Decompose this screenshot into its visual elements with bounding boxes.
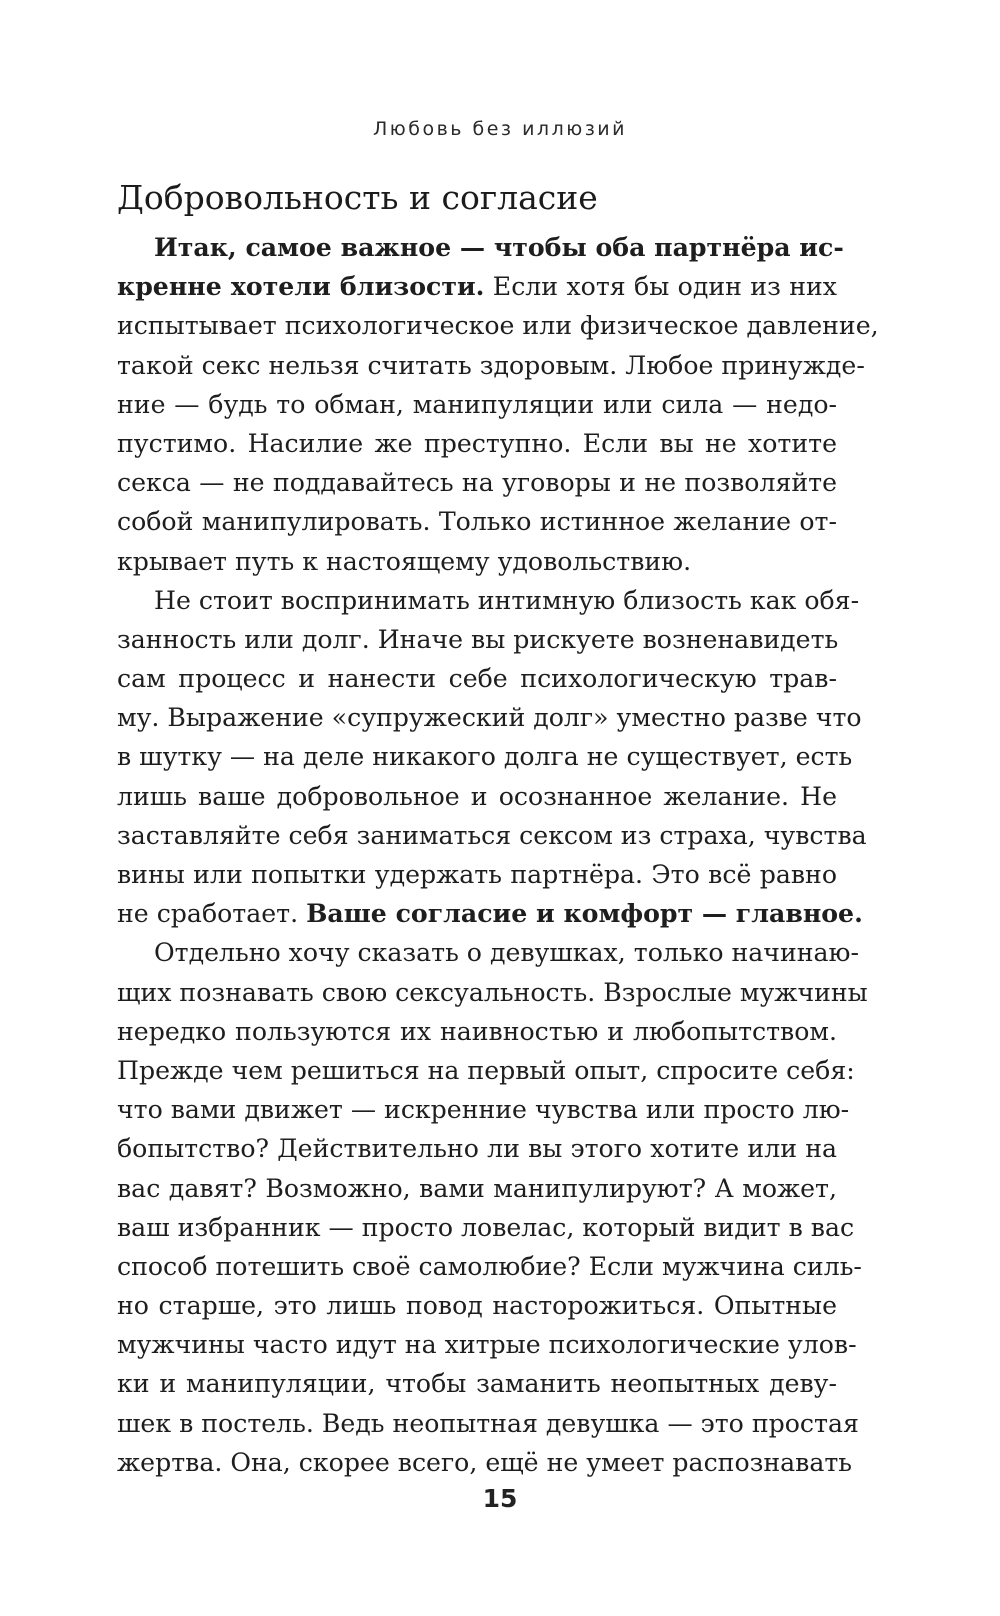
text-segment: щих познавать свою сексуальность. Взрослые мужчины: [117, 977, 868, 1007]
text-segment: испытывает психологическое или физическое давление,: [117, 311, 879, 341]
text-segment: Отдельно хочу сказать о девушках, только начинаю-: [154, 938, 859, 968]
text-segment: Прежде чем решиться на первый опыт, спросите себя:: [117, 1055, 855, 1085]
text-segment: крывает путь к настоящему удовольствию.: [117, 546, 692, 576]
text-line: [117, 894, 863, 933]
text-segment: шек в постель. Ведь неопытная девушка — это простая: [117, 1408, 859, 1438]
text-segment: нередко пользуются их наивностью и любопытством.: [117, 1016, 837, 1046]
text-segment: заставляйте себя заниматься сексом из страха, чувства: [117, 820, 867, 850]
text-segment: но старше, это лишь повод насторожиться. Опытные: [117, 1291, 837, 1321]
text-line: [117, 542, 837, 581]
text-line: [117, 1208, 855, 1247]
text-line: [117, 1051, 855, 1090]
text-segment: Не стоит воспринимать интимную близость как обя-: [154, 585, 860, 615]
text-line: [117, 1012, 837, 1051]
text-line: [117, 502, 837, 541]
text-line: [117, 855, 837, 894]
text-segment: жертва. Она, скорее всего, ещё не умеет распознавать: [117, 1447, 853, 1477]
text-line: [117, 1286, 837, 1325]
text-line: [117, 228, 844, 267]
page-number: 15: [482, 1484, 518, 1513]
text-line: [117, 737, 853, 776]
text-line: [117, 306, 879, 345]
text-segment: не сработает.: [117, 899, 307, 929]
text-line: [117, 816, 867, 855]
text-line: [117, 1090, 850, 1129]
text-line: [117, 346, 865, 385]
running-head: Любовь без иллюзий: [372, 118, 628, 140]
text-line: [117, 659, 837, 698]
text-line: [117, 698, 862, 737]
text-line: [117, 1169, 837, 1208]
text-segment: Если хотя бы один из них: [484, 272, 837, 302]
bold-text-segment: кренне хотели близости.: [117, 271, 485, 302]
text-line: [117, 1247, 862, 1286]
text-segment: сам процесс и нанести себе психологическую трав-: [117, 664, 837, 694]
text-segment: мужчины часто идут на хитрые психологические улов-: [117, 1330, 857, 1360]
text-segment: му. Выражение «супружеский долг» уместно разве что: [117, 703, 862, 733]
text-line: [117, 973, 868, 1012]
text-segment: пустимо. Насилие же преступно. Если вы не хотите: [117, 428, 837, 458]
text-segment: занность или долг. Иначе вы рискуете возненавидеть: [117, 624, 839, 654]
text-line: [117, 1404, 859, 1443]
text-segment: вины или попытки удержать партнёра. Это всё равно: [117, 860, 837, 889]
text-line: [117, 267, 837, 306]
text-line: [117, 424, 837, 463]
text-line: [117, 620, 837, 659]
text-line: [117, 463, 837, 502]
text-segment: такой секс нельзя считать здоровым. Любое принужде-: [117, 350, 865, 380]
text-segment: бопытство? Действительно ли вы этого хотите или на: [117, 1134, 837, 1164]
text-line: [117, 777, 837, 816]
text-line: [117, 1129, 837, 1168]
text-line: [117, 1443, 853, 1482]
text-segment: ки и манипуляции, чтобы заманить неопытных деву-: [117, 1369, 837, 1399]
text-segment: секса — не поддавайтесь на уговоры и не позволяйте: [117, 468, 837, 498]
text-segment: лишь ваше добровольное и осознанное желание. Не: [117, 781, 837, 811]
text-segment: ваш избранник — просто ловелас, который видит в вас: [117, 1212, 855, 1242]
text-line: [117, 1364, 837, 1403]
text-segment: способ потешить своё самолюбие? Если мужчина силь-: [117, 1251, 862, 1281]
text-segment: собой манипулировать. Только истинное желание от-: [117, 507, 837, 537]
text-segment: ние — будь то обман, манипуляции или сила — недо-: [117, 389, 837, 419]
text-line: [117, 581, 860, 620]
text-segment: в шутку — на деле никакого долга не существует, есть: [117, 742, 853, 772]
bold-text-segment: Итак, самое важное — чтобы оба партнёра ис-: [154, 232, 844, 262]
text-line: [117, 385, 837, 424]
text-line: [117, 933, 859, 972]
section-title: Добровольность и согласие: [117, 178, 598, 217]
text-segment: вас давят? Возможно, вами манипулируют? А может,: [117, 1173, 837, 1203]
body-text: [117, 228, 879, 1482]
bold-text-segment: Ваше согласие и комфорт — главное.: [306, 898, 863, 929]
text-segment: что вами движет — искренние чувства или просто лю-: [117, 1095, 850, 1125]
text-line: [117, 1325, 857, 1364]
